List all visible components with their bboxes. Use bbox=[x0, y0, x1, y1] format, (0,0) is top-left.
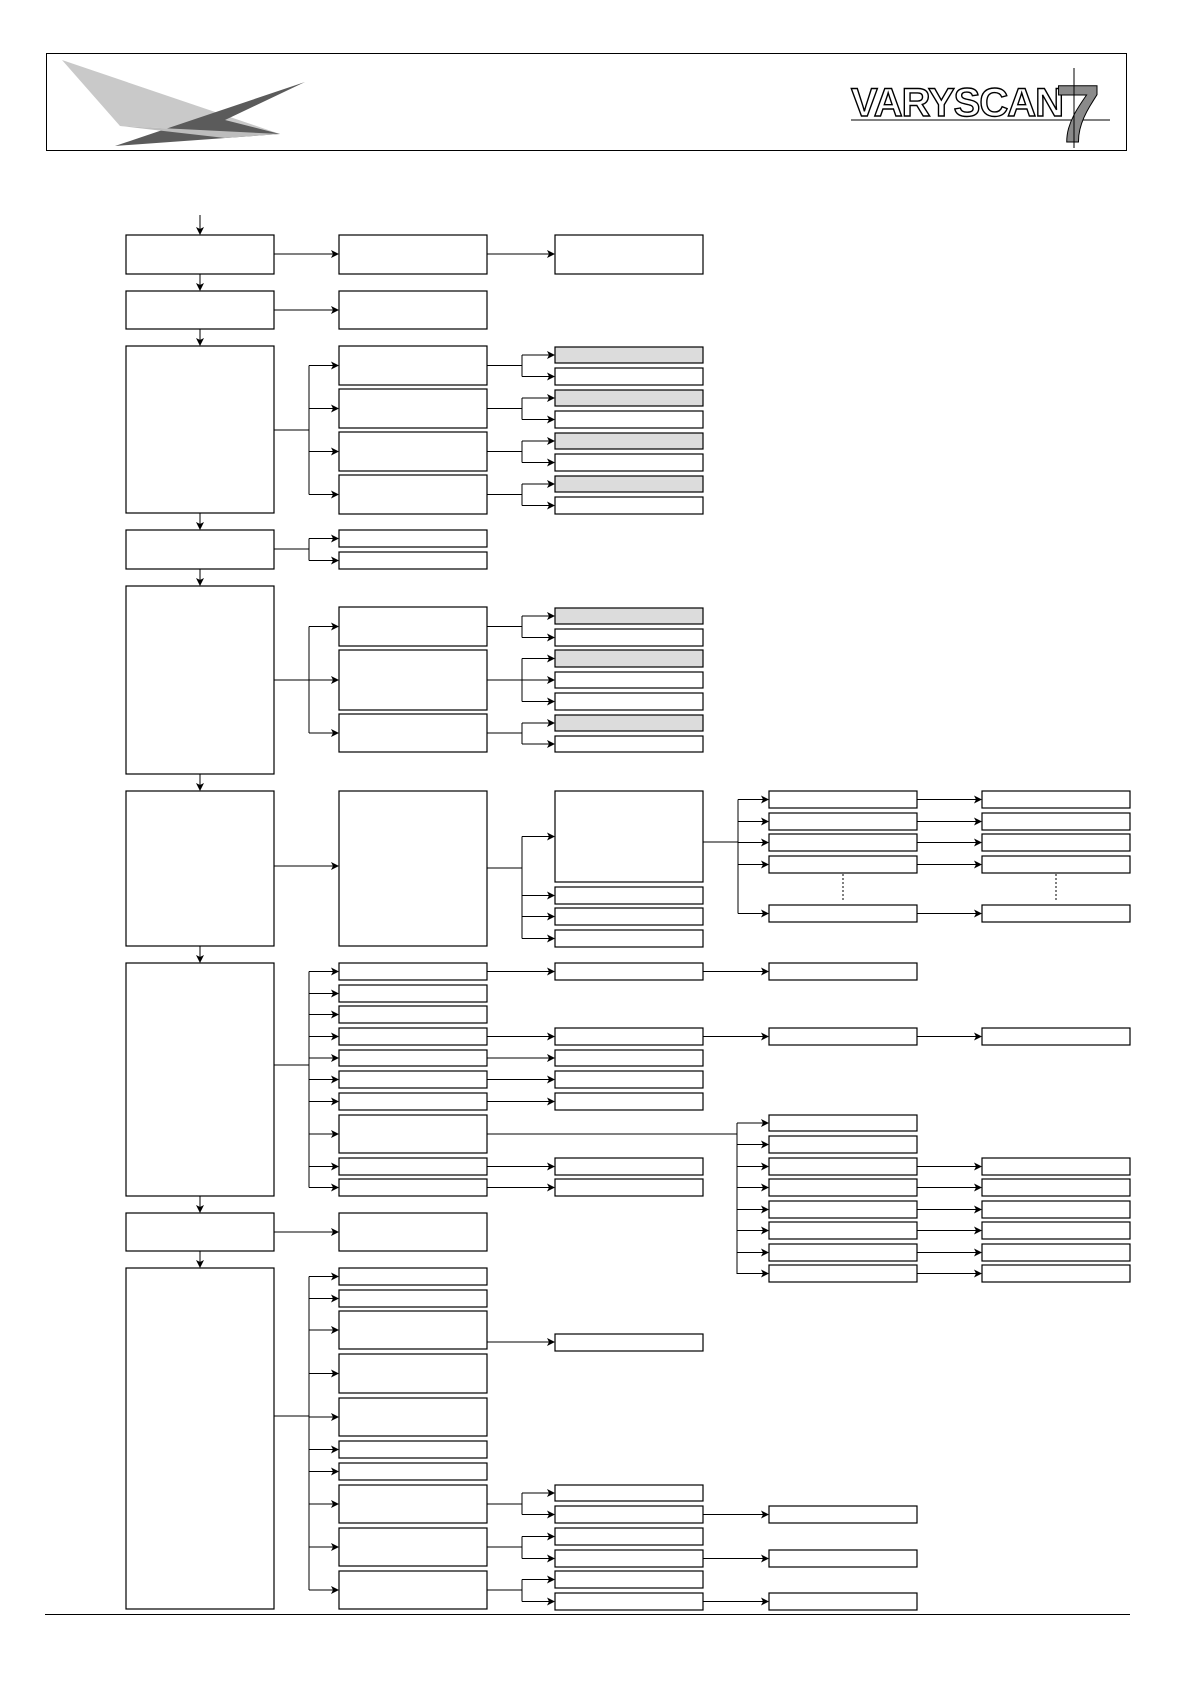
menu-box bbox=[555, 1179, 703, 1196]
menu-box bbox=[555, 1028, 703, 1045]
menu-box bbox=[769, 1201, 917, 1218]
menu-box bbox=[339, 552, 487, 569]
bottom-rule bbox=[45, 1614, 1130, 1615]
menu-box bbox=[555, 1334, 703, 1351]
menu-box bbox=[555, 1093, 703, 1110]
menu-box bbox=[555, 715, 703, 731]
menu-box bbox=[339, 1463, 487, 1480]
menu-box bbox=[982, 856, 1130, 873]
menu-box bbox=[339, 1213, 487, 1251]
menu-box bbox=[769, 905, 917, 922]
menu-box bbox=[982, 905, 1130, 922]
main-menu-box bbox=[126, 291, 274, 329]
menu-box bbox=[769, 791, 917, 808]
menu-box bbox=[555, 411, 703, 428]
menu-box bbox=[339, 475, 487, 514]
menu-box bbox=[339, 1179, 487, 1196]
menu-box bbox=[982, 1179, 1130, 1196]
menu-box bbox=[555, 608, 703, 624]
menu-box bbox=[555, 908, 703, 925]
menu-box bbox=[982, 791, 1130, 808]
menu-box bbox=[339, 1071, 487, 1088]
menu-box bbox=[555, 1571, 703, 1588]
menu-box bbox=[769, 1244, 917, 1261]
menu-box bbox=[339, 432, 487, 471]
menu-box bbox=[982, 1028, 1130, 1045]
menu-box bbox=[555, 1550, 703, 1567]
menu-box bbox=[339, 791, 487, 946]
menu-box bbox=[555, 1485, 703, 1501]
menu-box bbox=[339, 389, 487, 428]
menu-box bbox=[555, 1050, 703, 1066]
menu-box bbox=[339, 963, 487, 980]
menu-box bbox=[769, 813, 917, 830]
menu-box bbox=[339, 1290, 487, 1307]
menu-box bbox=[339, 1006, 487, 1023]
menu-box bbox=[555, 1593, 703, 1610]
menu-box bbox=[982, 1222, 1130, 1239]
menu-box bbox=[339, 1398, 487, 1436]
menu-box bbox=[555, 1528, 703, 1545]
menu-box bbox=[555, 390, 703, 406]
menu-box bbox=[769, 1506, 917, 1523]
main-menu-box bbox=[126, 586, 274, 774]
menu-box bbox=[339, 1528, 487, 1566]
menu-box bbox=[555, 1071, 703, 1088]
menu-box bbox=[769, 856, 917, 873]
menu-box bbox=[982, 1201, 1130, 1218]
menu-box bbox=[339, 714, 487, 752]
menu-box bbox=[555, 629, 703, 646]
brand-number: 7 bbox=[1055, 69, 1101, 152]
diagram-boxes bbox=[126, 235, 1130, 1610]
menu-box bbox=[339, 985, 487, 1002]
menu-box bbox=[339, 650, 487, 710]
menu-box bbox=[339, 1571, 487, 1609]
brand-text: VARYSCAN bbox=[851, 81, 1064, 125]
menu-box bbox=[555, 1506, 703, 1523]
menu-box bbox=[339, 235, 487, 274]
main-menu-box bbox=[126, 346, 274, 513]
menu-box bbox=[339, 346, 487, 385]
menu-box bbox=[555, 368, 703, 385]
menu-box bbox=[982, 1244, 1130, 1261]
menu-box bbox=[339, 1268, 487, 1285]
menu-box bbox=[339, 1354, 487, 1393]
menu-box bbox=[769, 1136, 917, 1153]
menu-box bbox=[555, 930, 703, 947]
menu-box bbox=[339, 1441, 487, 1458]
main-menu-box bbox=[126, 1268, 274, 1609]
menu-box bbox=[982, 1158, 1130, 1175]
menu-box bbox=[769, 1550, 917, 1567]
menu-box bbox=[555, 650, 703, 667]
menu-box bbox=[982, 1265, 1130, 1282]
menu-box bbox=[339, 607, 487, 646]
main-menu-box bbox=[126, 963, 274, 1196]
menu-box bbox=[339, 1311, 487, 1349]
menu-box bbox=[339, 1485, 487, 1523]
menu-box bbox=[339, 530, 487, 547]
menu-box bbox=[769, 1115, 917, 1131]
menu-box bbox=[339, 1158, 487, 1175]
menu-box bbox=[339, 1050, 487, 1066]
menu-box bbox=[555, 887, 703, 904]
menu-box bbox=[555, 454, 703, 471]
main-menu-box bbox=[126, 530, 274, 569]
menu-box bbox=[339, 1093, 487, 1110]
menu-box bbox=[339, 291, 487, 329]
menu-box bbox=[555, 347, 703, 363]
menu-box bbox=[555, 1158, 703, 1175]
menu-box bbox=[769, 1179, 917, 1196]
menu-box bbox=[769, 1158, 917, 1175]
menu-box bbox=[769, 1222, 917, 1239]
menu-box bbox=[339, 1028, 487, 1045]
main-menu-box bbox=[126, 235, 274, 274]
menu-box bbox=[555, 672, 703, 688]
menu-box bbox=[555, 497, 703, 514]
main-menu-box bbox=[126, 1213, 274, 1251]
main-menu-box bbox=[126, 791, 274, 946]
menu-box bbox=[555, 433, 703, 449]
menu-box bbox=[555, 791, 703, 882]
menu-box bbox=[769, 963, 917, 980]
menu-box bbox=[769, 1028, 917, 1045]
menu-box bbox=[339, 1115, 487, 1153]
menu-box bbox=[982, 834, 1130, 851]
menu-box bbox=[769, 1265, 917, 1282]
menu-box bbox=[555, 693, 703, 710]
menu-box bbox=[555, 476, 703, 492]
menu-box bbox=[982, 813, 1130, 830]
menu-box bbox=[555, 235, 703, 274]
menu-box bbox=[555, 963, 703, 980]
menu-box bbox=[769, 834, 917, 851]
menu-box bbox=[769, 1593, 917, 1610]
menu-box bbox=[555, 736, 703, 752]
